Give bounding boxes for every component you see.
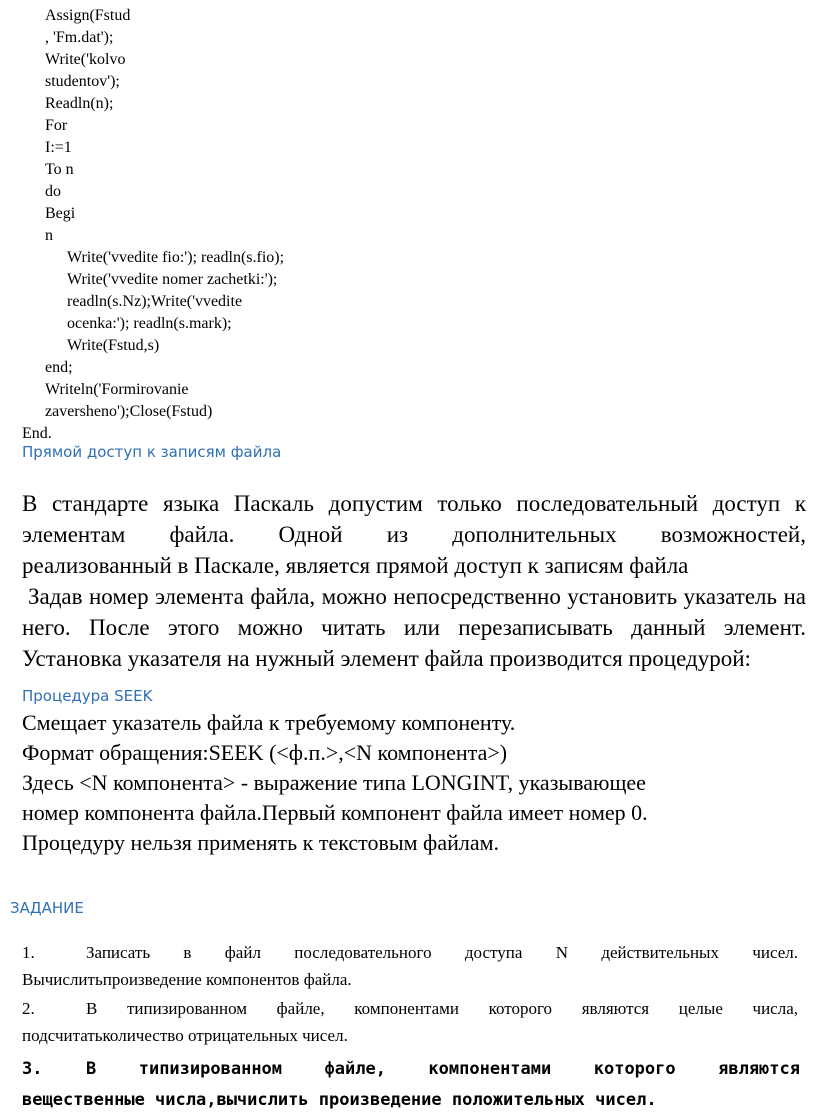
task-number: 3. [22,1059,43,1079]
code-line: studentov'); [45,73,120,90]
code-line: Begi [45,205,76,222]
intro-line: Задав номер элемента файла, можно непосредственно установить указатель на него. После этого можно читать или перезаписывать данный элемент. Установка указателя на нужный элемент файла производится процедурой: [22,584,806,671]
code-line: To n [45,161,74,178]
seek-line: Смещает указатель файла к требуемому компоненту. [22,710,516,735]
code-line: I:=1 [45,139,72,156]
task-continuation: подсчитатьколичество отрицательных чисел. [22,1026,348,1045]
code-line: readln(s.Nz);Write('vvedite [67,293,243,310]
seek-heading: Процедура SEEK [22,687,153,705]
task-text: Записать в файл последовательного доступа N действительных чисел. [86,943,798,962]
code-line: Write(Fstud,s) [67,337,160,354]
task-number: 1. [22,943,35,962]
task-item [22,939,798,993]
intro-paragraph [22,488,806,674]
seek-line: номер компонента файла.Первый компонент файла имеет номер 0. [22,800,648,825]
code-line: Readln(n); [45,95,114,112]
code-line: end; [45,359,73,376]
task-continuation: вещественные числа,вычислить произведение положительных чисел. [22,1090,657,1110]
code-line: For [45,117,68,134]
code-line: Write('kolvo [45,51,126,68]
task-text: В типизированном файле, компонентами которого являются [86,1059,800,1079]
task-item-bold [22,1054,800,1116]
code-line: zaversheno');Close(Fstud) [45,403,213,420]
task-continuation: Вычислитьпроизведение компонентов файла. [22,970,352,989]
section-heading: Прямой доступ к записям файла [22,443,282,461]
code-line: n [45,227,53,244]
task-item [22,995,798,1049]
seek-description [22,708,812,858]
seek-line: Формат обращения:SEEK (<ф.п.>,<N компонента>) [22,740,508,765]
code-line: End. [22,425,52,442]
task-text: В типизированном файле, компонентами которого являются целые числа, [86,999,798,1018]
intro-line: В стандарте языка Паскаль допустим только последовательный доступ к элементам файла. Одной из дополнительных возможностей, [22,491,806,547]
code-line: Write('vvedite nomer zachetki:'); [67,271,278,288]
task-number: 2. [22,999,35,1018]
intro-line: реализованный в Паскале, является прямой доступ к записям файла [22,553,689,578]
seek-line: Процедуру нельзя применять к текстовым файлам. [22,830,500,855]
code-line: Writeln('Formirovanie [45,381,189,398]
seek-line: Здесь <N компонента> - выражение типа LONGINT, указывающее [22,770,646,795]
code-line: ocenka:'); readln(s.mark); [67,315,232,332]
task-heading: ЗАДАНИЕ [10,899,84,917]
code-line: Assign(Fstud [45,7,131,24]
code-line: , 'Fm.dat'); [45,29,114,46]
code-line: Write('vvedite fio:'); readln(s.fio); [67,249,285,266]
code-line: do [45,183,61,200]
